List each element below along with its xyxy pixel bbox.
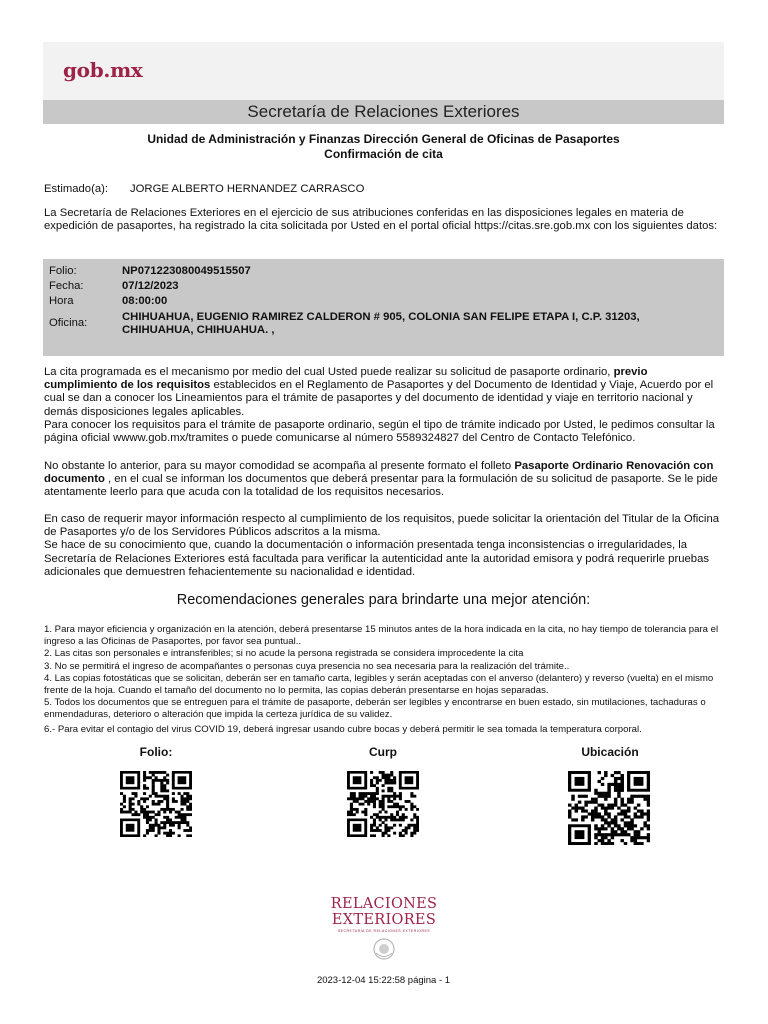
header-band [43,42,724,100]
qr-code-folio-icon [120,771,192,837]
p1-text-a: La cita programada es el mecanismo por medio del cual Usted puede realizar su solicitud de pasaporte ordinario, [44,366,614,378]
logo-line1: RELACIONES [330,896,438,912]
hora-label: Hora [49,295,74,307]
logo-line2: EXTERIORES [331,912,437,928]
recommendation-item: 3. No se permitirá el ingreso de acompañantes o personas cuya presencia no sea necesaria para la realización del trámite.. [44,660,570,672]
p2-bold: Pasaporte Ordinario Renovación con documento [44,460,714,486]
p2-text-a: No obstante lo anterior, para su mayor comodidad se acompaña al presente formato el folleto [44,460,515,472]
p1-bold: previo cumplimiento de los requisitos [44,366,648,392]
body-paragraph-3 [44,513,724,579]
folio-value: NP071223080049515507 [122,265,251,277]
recommendations-list [44,624,724,736]
appointment-details [43,259,724,356]
intro-paragraph: La Secretaría de Relaciones Exteriores en el ejercicio de sus atribuciones conferidas en las disposiciones legales en materia de expedición de pasaportes, ha registrado la cita solicitada por Usted en el portal oficial https://citas.sre.gob.mx con los siguientes datos: [44,207,718,233]
recommendation-item: 6.- Para evitar el contagio del virus COVID 19, deberá ingresar usando cubre bocas y deberá permitir le sea tomada la temperatura corporal. [44,723,642,735]
p3-text-a: En caso de requerir mayor información respecto al cumplimiento de los requisitos, puede solicitar la orientación del Titular de la Oficina de Pasaportes y/o de los Servidores Públicos adscritos a la misma. [44,513,720,539]
logo-line3: SECRETARÍA DE RELACIONES EXTERIORES [337,929,431,933]
recommendation-item: 5. Todos los documentos que se entreguen para el trámite de pasaporte, deberán ser legibles y encontrarse en buen estado, sin mutilaciones, tachaduras o enmendaduras, deterioro o alteración que impida la certeza jurídica de su validez. [44,697,706,721]
greeting [44,182,365,196]
oficina-value: CHIHUAHUA, EUGENIO RAMIREZ CALDERON # 905, COLONIA SAN FELIPE ETAPA I, C.P. 31203, CHIHUAHUA, CHIHUAHUA. , [122,311,640,336]
body-paragraph-1 [44,366,724,445]
fecha-value: 07/12/2023 [122,280,179,292]
qr-code-ubicacion-icon [568,771,650,845]
subheading-line2: Confirmación de cita [324,147,443,161]
subheading-line1: Unidad de Administración y Finanzas Dirección General de Oficinas de Pasaportes [147,132,620,146]
p2-text-c: , en el cual se informan los documentos que deberá presentar para la formulación de su solicitud de pasaporte. Se le pide atentamente leerlo para que acuda con la totalidad de los requisitos necesarios. [44,473,718,499]
fecha-label: Fecha: [49,280,84,292]
gob-mx-logo: gob.mx [63,58,143,82]
p1-text-d: Para conocer los requisitos para el trámite de pasaporte ordinario, según el tipo de trámite indicado por Usted, le pedimos consultar la página oficial wwww.gob.mx/tramites o puede comunicarse al número 5589324827 del Centro de Contacto Telefónico. [44,418,715,445]
qr-code-curp-icon [347,771,419,837]
page-footer: 2023-12-04 15:22:58 página - 1 [316,975,451,986]
recommendation-item: 1. Para mayor eficiencia y organización en la atención, deberá presentarse 15 minutos antes de la hora indicada en la cita, no hay tiempo de tolerancia para el ingreso a las Oficinas de Pasaportes, por favor sea puntual.. [44,624,719,648]
recommendation-item: 2. Las citas son personales e intransferibles; si no acude la persona registrada se considera improcedente la cita [44,648,524,660]
recommendation-item: 4. Las copias fotostáticas que se solicitan, deberán ser en tamaño carta, legibles y serán aceptadas con el anverso (delantero) y reverso (vuelta) en el mismo frente de la hoja. Cuando el tamaño del documento no lo permita, las copias deberán presentarse en hojas separadas. [44,672,714,697]
recommendations-heading: Recomendaciones generales para brindarte una mejor atención: [176,592,591,608]
qr-label-ubicacion: Ubicación [581,745,639,759]
greeting-label: Estimado(a): [44,183,109,195]
qr-label-curp: Curp [369,745,397,759]
oficina-label: Oficina: [49,317,88,329]
p1-text-c: establecidos en el Reglamento de Pasaportes y del Documento de Identidad y Viaje, Acuerdo por el cual se dan a conocer los Lineamientos para el trámite de pasaportes y del documento de identidad y viaje en territorio nacional y demás disposiciones legales aplicables. [44,379,714,418]
folio-label: Folio: [49,265,77,277]
relaciones-exteriores-logo [314,896,454,966]
document-subheading [43,132,724,162]
applicant-name: JORGE ALBERTO HERNANDEZ CARRASCO [130,183,365,195]
page-title: Secretaría de Relaciones Exteriores [43,100,724,124]
qr-label-folio: Folio: [139,745,173,759]
hora-value: 08:00:00 [122,295,168,307]
p3-text-b: Se hace de su conocimiento que, cuando la documentación o información presentada tenga inconsistencias o irregularidades, la Secretaría de Relaciones Exteriores está facultada para verificar la autenticidad ante la autoridad emisora y podrá requerirle pruebas adicionales que demuestren fehacientemente su nacionalidad e identidad. [44,539,710,578]
body-paragraph-2 [44,460,724,500]
coat-of-arms-icon [371,937,397,961]
